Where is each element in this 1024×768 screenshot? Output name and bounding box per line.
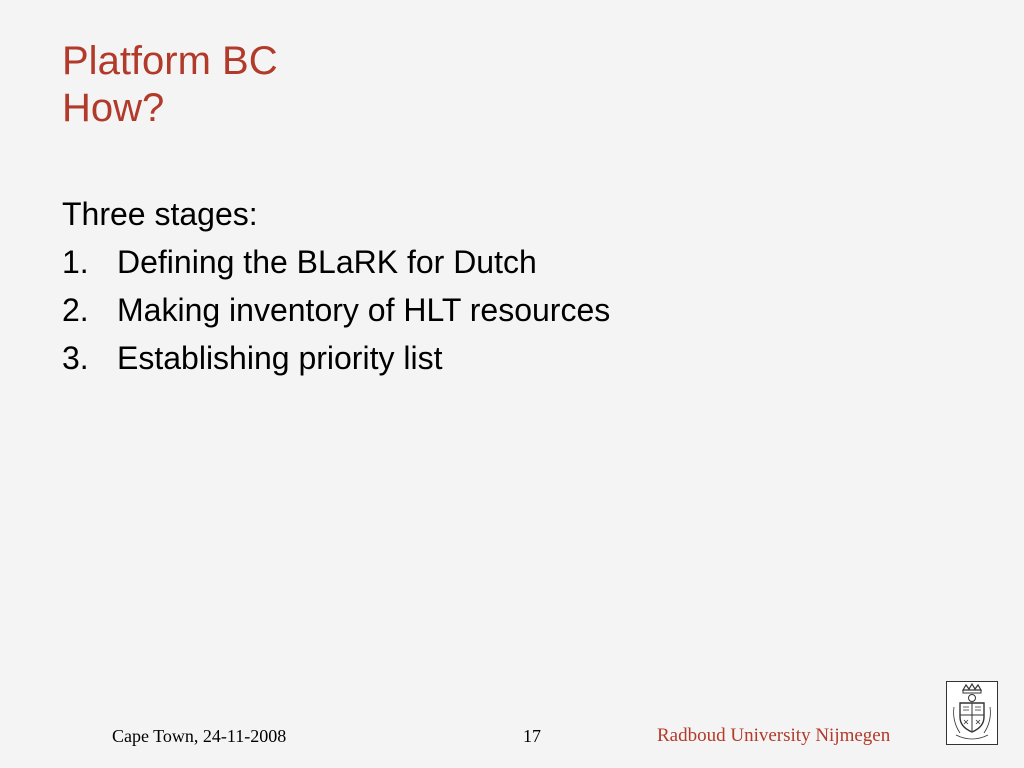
slide-title-line-1: Platform BC bbox=[62, 39, 278, 83]
step-number: 1. bbox=[62, 244, 89, 280]
slide-content bbox=[62, 190, 962, 382]
radboud-university-seal-icon bbox=[946, 681, 998, 745]
footer-location-date: Cape Town, 24-11-2008 bbox=[112, 726, 287, 746]
slide-title bbox=[62, 38, 278, 132]
slide-title-line-2: How? bbox=[62, 86, 165, 130]
step-text: Defining the BLaRK for Dutch bbox=[117, 244, 537, 280]
step-item bbox=[62, 286, 962, 334]
intro-text: Three stages: bbox=[62, 196, 258, 232]
step-item bbox=[62, 238, 962, 286]
step-item bbox=[62, 334, 962, 382]
footer-university-name: Radboud University Nijmegen bbox=[657, 725, 891, 746]
step-number: 3. bbox=[62, 340, 89, 376]
footer-page-number: 17 bbox=[523, 726, 541, 746]
step-text: Making inventory of HLT resources bbox=[117, 292, 611, 328]
step-text: Establishing priority list bbox=[117, 340, 443, 376]
steps-list bbox=[62, 238, 962, 382]
step-number: 2. bbox=[62, 292, 89, 328]
